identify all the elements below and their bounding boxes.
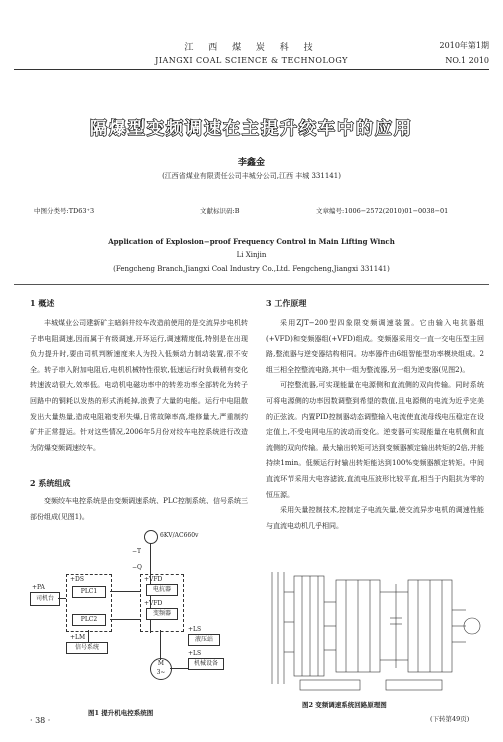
plc-vfd-link-1 [110,591,140,592]
english-author: Li Xinjin [236,251,267,259]
hydraulic-station-box: 液压站 [188,634,220,646]
section-2-body [30,494,248,525]
desk-plc-link [58,598,66,599]
motor-label: M [157,660,165,667]
plc1-box: PLC1 [72,586,106,598]
header-rule [14,69,489,70]
english-affiliation: (Fengcheng Branch,Jiangxi Coal Industry Co.,Ltd. Fengcheng,Jiangxi 331141) [113,265,390,273]
section-3-body [266,316,484,534]
figure-1-caption: 图1 提升机电控系统图 [88,709,154,717]
journal-issue: NO.1 2010 [445,56,489,65]
figure-2-caption: 图2 变频调速系统回路原理图 [302,701,387,709]
abstract-rule [14,284,489,285]
vfd1-label: +VFD [144,576,163,583]
vfd-motor-link [160,630,161,660]
section-2-heading: 2 系统组成 [30,478,71,488]
ls2-label: +LS [188,650,202,657]
section-3-heading: 3 工作原理 [266,298,307,308]
switch-q-label: −Q [132,564,142,571]
reactor-box: 电抗器 [146,584,178,596]
paper-title: 隔爆型变频调速在主提升绞车中的应用 [90,119,413,139]
english-title: Application of Explosion−proof Frequency Control in Main Lifting Winch [108,237,395,246]
doc-code: 文献标识码:B [200,207,240,215]
section-3-paragraph-2: 可控整流器,可实现能量在电源侧和直流侧的双向传输。同时系统可将电源侧的功率因数调整到希望的数值,且电源侧的电流为近乎完美的正弦波。内置PID控制器动态调整输入电流使直流母线电压稳定在设定值上,不受电网电压的波动而变化。逆变器可实现能量在电机侧和直流侧的双向传输。最大输出转矩可达到变频器额定输出转矩的2倍,并能持续1min。低频运行时输出转矩能达到100%变频器额定转矩。中间直流环节采用大电容滤波,直流电压波形比较平直,相当于内阻抗为零的恒压源。 [266,381,484,499]
paper-affiliation: (江西省煤业有限责任公司丰城分公司,江西 丰城 331141) [162,172,341,180]
article-number: 文章编号:1006−2572(2010)01−0038−01 [316,207,449,215]
plc-signal-link [88,630,89,642]
journal-year: 2010年第1期 [439,41,489,50]
ds-label: +DS [70,576,84,583]
inverter-box: 变频器 [146,608,178,620]
vfd2-label: +VFD [144,600,163,607]
page-number: · 38 · [30,716,51,725]
section-3-paragraph-1: 采用ZJT−200型四象限变频调速装置。它由输入电抗器组(+VFD)和变频器组(+VFD)组成。变频器采用交一直一交电压型主回路,整流器与逆变器结构相同。功率器件由6组智能型功率模块组成。2组三相全控整流电路,其中一组为整流器,另一组为逆变器(见图2)。 [266,319,484,374]
journal-name-cn: 江 西 煤 炭 科 技 [184,43,319,53]
pa-label: +PA [32,584,45,591]
motor-equipment-link [170,668,188,669]
continued-note: (下转第49页) [430,715,470,723]
plc2-box: PLC2 [72,614,106,626]
section-1-body [30,316,248,456]
section-1-heading: 1 概述 [30,298,55,308]
figure-1-diagram [30,530,252,700]
ls1-label: +LS [188,626,202,633]
section-3-paragraph-3: 采用矢量控制技术,控制定子电流矢量,使交流异步电机的调速性能与直流电动机几乎相同。 [266,506,484,530]
driver-desk-box: 司机台 [30,592,60,606]
supply-symbol [144,530,158,544]
section-2-paragraph: 变频绞车电控系统是由变频调速系统、PLC控制系统、信号系统三部份组成(见图1)。 [30,497,248,521]
supply-label: 6KV/AC660v [160,532,199,539]
paper-author: 李鑫金 [237,158,265,168]
motor-phase-label: 3~ [156,669,166,676]
section-1-paragraph: 丰城煤业公司建新矿主暗斜井绞车改造前使用的是交流异步电机转子串电阻调速,因而属于有级调速,开环运行,调速精度低,特别是在出现负力提升时,要由司机判断速度来人为投入低频动力制动装置,很不安全。转子串入附加电阻后,电机机械特性很软,低速运行时负载稍有变化转速波动很大,效率低。电动机电磁功率中的转差功率全部转化为转子回路中的铜耗以发热的形式消耗掉,浪费了大量的电能。运行中电阻散发出大量热量,造成电阻箱变形失爆,日常故障率高,维修量大,严重制约矿井正常提运。针对这些情况,2006年5月份对绞车电控系统进行改造为防爆变频调速绞车。 [30,319,248,452]
journal-name-en: JIANGXI COAL SCIENCE & TECHNOLOGY [155,56,348,65]
signal-system-box: 信号系统 [66,642,108,654]
clc-number: 中图分类号:TD63⁺3 [34,207,95,215]
lm-label: +LM [70,634,86,641]
breaker-t-label: −T [132,548,142,555]
plc-vfd-link-2 [110,619,140,620]
circuit-drawing [266,562,484,696]
mechanical-equipment-box: 机械设备 [188,658,224,670]
figure-2-circuit-diagram [266,562,484,696]
motor-symbol [150,658,172,680]
